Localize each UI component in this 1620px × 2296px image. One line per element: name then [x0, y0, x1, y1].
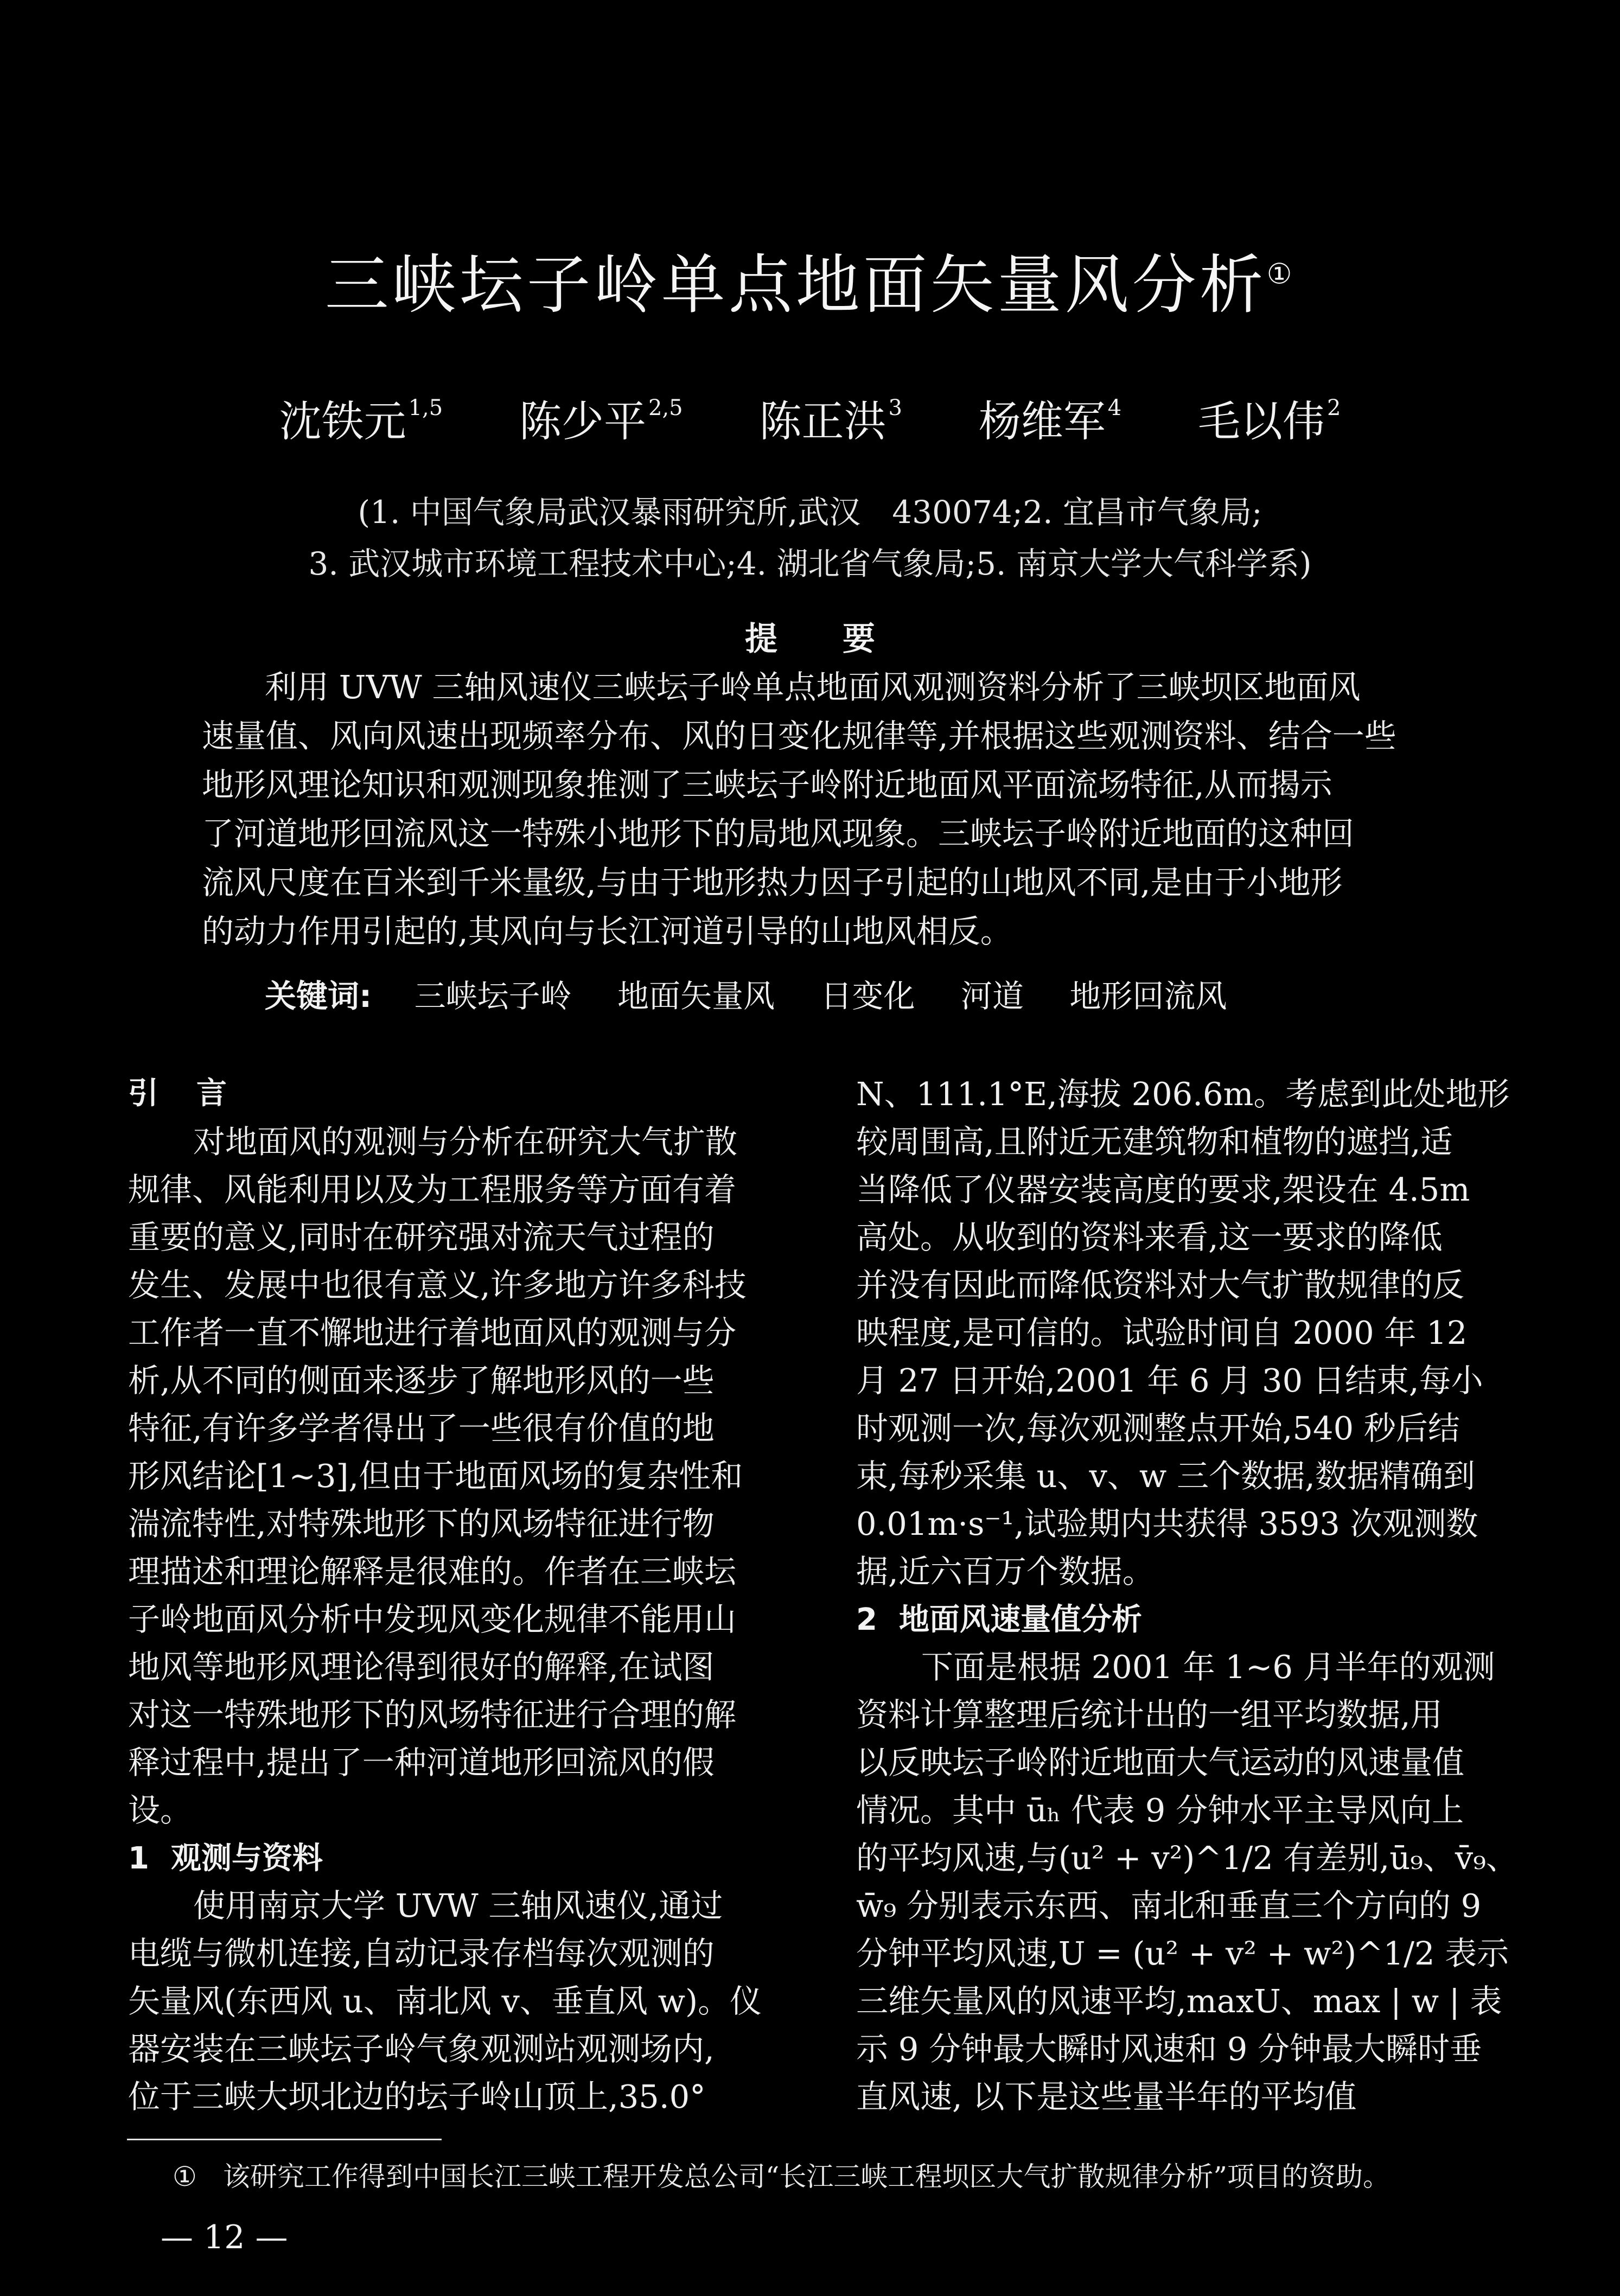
- body-line: 并没有因此而降低资料对大气扩散规律的反: [856, 1266, 1465, 1304]
- author: [759, 395, 902, 448]
- section-title: 言: [196, 1076, 227, 1111]
- section-number: 引: [128, 1076, 158, 1111]
- body-line: w̄₉ 分别表示东西、南北和垂直三个方向的 9: [856, 1887, 1482, 1924]
- author-name: 杨维军: [978, 397, 1106, 447]
- body-line: 0.01m·s⁻¹,试验期内共获得 3593 次观测数: [856, 1505, 1478, 1542]
- body-line: 电缆与微机连接,自动记录存档每次观测的: [128, 1935, 715, 1972]
- body-line: 对这一特殊地形下的风场特征进行合理的解: [128, 1696, 737, 1733]
- author-name: 陈少平: [519, 397, 647, 447]
- body-line: 位于三峡大坝北边的坛子岭山顶上,35.0°: [128, 2078, 706, 2115]
- footnote-text: 该研究工作得到中国长江三峡工程开发总公司“长江三峡工程坝区大气扩散规律分析”项目的资助。: [222, 2161, 1390, 2192]
- section-heading-intro: [128, 1075, 227, 1112]
- body-line: 规律、风能利用以及为工程服务等方面有着: [128, 1171, 737, 1208]
- body-line: 理描述和理论解释是很难的。作者在三峡坛: [128, 1553, 737, 1590]
- abstract-line: 流风尺度在百米到千米量级,与由于地形热力因子引起的山地风不同,是由于小地形: [202, 864, 1343, 901]
- abstract-heading: 提要: [745, 620, 940, 658]
- body-line: 情况。其中 ūₕ 代表 9 分钟水平主导风向上: [856, 1791, 1464, 1829]
- keyword: 日变化: [820, 978, 915, 1015]
- body-line: N、111.1°E,海拔 206.6m。考虑到此处地形: [856, 1075, 1510, 1113]
- section-title: 观测与资料: [170, 1841, 323, 1876]
- body-line: 特征,有许多学者得出了一些很有价值的地: [128, 1410, 715, 1447]
- page-number: — 12 —: [161, 2218, 288, 2256]
- body-line: 器安装在三峡坛子岭气象观测站观测场内,: [128, 2030, 715, 2068]
- abstract-line: 利用 UVW 三轴风速仪三峡坛子岭单点地面风观测资料分析了三峡坝区地面风: [265, 668, 1361, 706]
- title-footnote-mark: ①: [1266, 258, 1296, 291]
- body-line: 高处。从收到的资料来看,这一要求的降低: [856, 1219, 1443, 1256]
- keyword: 地面矢量风: [617, 978, 775, 1015]
- body-line: 使用南京大学 UVW 三轴风速仪,通过: [193, 1887, 723, 1924]
- body-line: 示 9 分钟最大瞬时风速和 9 分钟最大瞬时垂: [856, 2030, 1482, 2068]
- author-list: [0, 395, 1620, 448]
- abstract-line: 速量值、风向风速出现频率分布、风的日变化规律等,并根据这些观测资料、结合一些: [202, 717, 1396, 755]
- paper-title-text: 三峡坛子岭单点地面矢量风分析: [324, 247, 1267, 322]
- body-line: 对地面风的观测与分析在研究大气扩散: [193, 1123, 738, 1160]
- footnote-divider: [127, 2139, 442, 2140]
- abstract-line: 了河道地形回流风这一特殊小地形下的局地风现象。三峡坛子岭附近地面的这种回: [202, 815, 1355, 852]
- author-name: 沈铁元: [279, 397, 406, 447]
- keyword: 地形回流风: [1069, 978, 1227, 1015]
- author-affiliation-mark: 1,5: [408, 396, 443, 420]
- body-line: 下面是根据 2001 年 1~6 月半年的观测: [921, 1648, 1495, 1686]
- body-line: 湍流特性,对特殊地形下的风场特征进行物: [128, 1505, 715, 1542]
- body-line: 直风速, 以下是这些量半年的平均值: [856, 2078, 1357, 2115]
- section-heading-1: [128, 1840, 323, 1877]
- body-line: 析,从不同的侧面来逐步了解地形风的一些: [128, 1362, 715, 1399]
- body-line: 形风结论[1~3],但由于地面风场的复杂性和: [128, 1457, 743, 1495]
- paper-title: [0, 247, 1620, 324]
- body-line: 以反映坛子岭附近地面大气运动的风速量值: [856, 1744, 1465, 1781]
- body-line: 分钟平均风速,U = (u² + v² + w²)^1/2 表示: [856, 1935, 1509, 1972]
- keyword: 三峡坛子岭: [414, 978, 572, 1015]
- author: [519, 395, 683, 448]
- author: [279, 395, 443, 448]
- author-affiliation-mark: 2: [1326, 396, 1341, 420]
- section-title: 地面风速量值分析: [898, 1602, 1142, 1637]
- section-number: 1: [128, 1841, 149, 1876]
- body-line: 资料计算整理后统计出的一组平均数据,用: [856, 1696, 1443, 1733]
- body-line: 工作者一直不懈地进行着地面风的观测与分: [128, 1314, 737, 1351]
- keywords: [265, 978, 1262, 1016]
- body-line: 映程度,是可信的。试验时间自 2000 年 12: [856, 1314, 1468, 1351]
- footnote: [173, 2160, 1390, 2193]
- footnote-mark: ①: [173, 2161, 197, 2192]
- body-line: 束,每秒采集 u、v、w 三个数据,数据精确到: [856, 1457, 1475, 1495]
- author-name: 陈正洪: [759, 397, 886, 447]
- author-affiliation-mark: 2,5: [648, 396, 683, 420]
- author-affiliation-mark: 3: [888, 396, 902, 420]
- author-affiliation-mark: 4: [1107, 396, 1122, 420]
- abstract-line: 地形风理论知识和观测现象推测了三峡坛子岭附近地面风平面流场特征,从而揭示: [202, 766, 1332, 803]
- body-line: 较周围高,且附近无建筑物和植物的遮挡,适: [856, 1123, 1453, 1160]
- section-heading-2: [856, 1602, 1142, 1638]
- affiliation-line: 3. 武汉城市环境工程技术中心;4. 湖北省气象局;5. 南京大学大气科学系): [308, 545, 1312, 582]
- body-line: 重要的意义,同时在研究强对流天气过程的: [128, 1219, 715, 1256]
- body-line: 据,近六百万个数据。: [856, 1553, 1155, 1590]
- body-line: 子岭地面风分析中发现风变化规律不能用山: [128, 1600, 737, 1638]
- keyword: 河道: [961, 978, 1024, 1015]
- body-line: 三维矢量风的风速平均,maxU、max | w | 表: [856, 1982, 1502, 2020]
- body-line: 矢量风(东西风 u、南北风 v、垂直风 w)。仪: [128, 1982, 762, 2020]
- author: [1198, 395, 1341, 448]
- author: [979, 395, 1121, 448]
- section-number: 2: [856, 1602, 877, 1637]
- body-line: 的平均风速,与(u² + v²)^1/2 有差别,ū₉、v̄₉、: [856, 1839, 1518, 1877]
- body-line: 当降低了仪器安装高度的要求,架设在 4.5m: [856, 1171, 1470, 1208]
- body-line: 释过程中,提出了一种河道地形回流风的假: [128, 1744, 715, 1781]
- body-line: 时观测一次,每次观测整点开始,540 秒后结: [856, 1410, 1460, 1447]
- keywords-label: 关键词:: [265, 978, 372, 1015]
- abstract-line: 的动力作用引起的,其风向与长江河道引导的山地风相反。: [202, 913, 1012, 950]
- body-line: 发生、发展中也很有意义,许多地方许多科技: [128, 1266, 747, 1304]
- affiliation-line: (1. 中国气象局武汉暴雨研究所,武汉 430074;2. 宜昌市气象局;: [358, 494, 1262, 531]
- author-name: 毛以伟: [1197, 397, 1325, 447]
- body-line: 地风等地形风理论得到很好的解释,在试图: [128, 1648, 715, 1686]
- body-line: 月 27 日开始,2001 年 6 月 30 日结束,每小: [856, 1362, 1483, 1399]
- body-line: 设。: [128, 1791, 193, 1829]
